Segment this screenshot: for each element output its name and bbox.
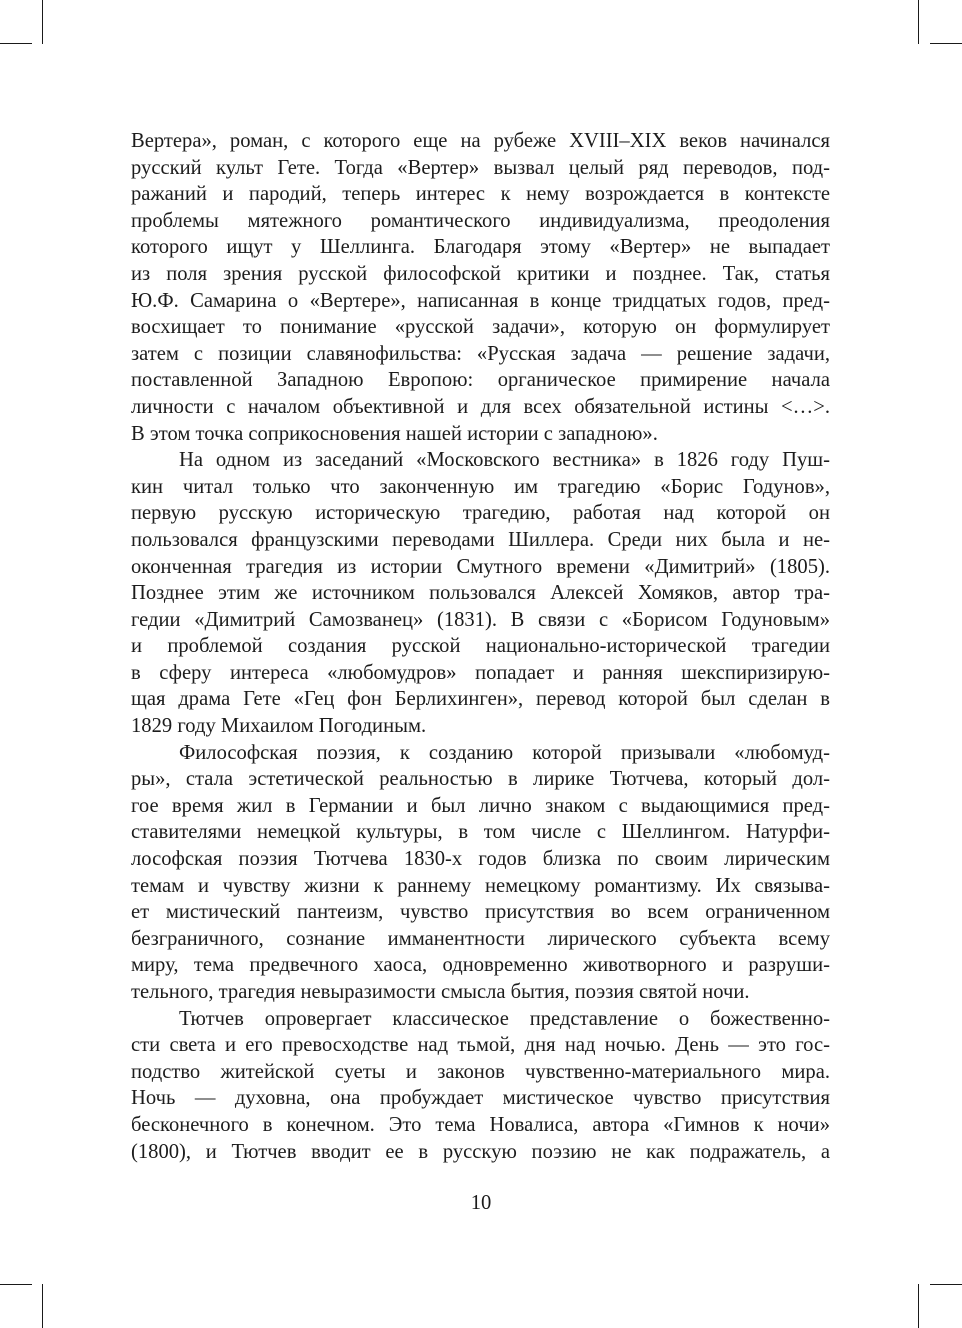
text-line: поставленной Западною Европою: органическое примирение начала	[131, 369, 830, 392]
paragraph	[131, 447, 830, 740]
crop-mark-top-right-vertical	[918, 0, 919, 44]
text-line: ставителями немецкой культуры, в том числе с Шеллингом. Натурфи-	[131, 821, 830, 844]
text-line: проблемы мятежного романтического индивидуализма, преодоления	[131, 209, 830, 232]
crop-mark-top-right-horizontal	[930, 43, 962, 44]
text-line: из поля зрения русской философской критики и позднее. Так, статья	[131, 262, 830, 285]
crop-mark-top-left-horizontal	[0, 43, 32, 44]
crop-mark-bottom-right-horizontal	[930, 1284, 962, 1285]
text-line: пользовался французскими переводами Шиллера. Среди них была и не-	[131, 528, 830, 551]
text-line: личности с началом объективной и для всех обязательной истины <…>.	[131, 395, 830, 418]
text-line: 1829 году Михаилом Погодиным.	[131, 715, 427, 738]
text-line: ет мистический пантеизм, чувство присутствия во всем ограниченном	[131, 901, 830, 924]
text-line: которого ищут у Шеллинга. Благодаря этому «Вертер» не выпадает	[131, 236, 830, 259]
text-line: Философская поэзия, к созданию которой призывали «любомуд-	[179, 741, 830, 764]
text-line: в сферу интереса «любомудров» попадает и ранняя шекспиризирую-	[131, 661, 830, 684]
text-line: восхищает то понимание «русской задачи», которую он формулирует	[131, 316, 830, 339]
text-line: Ю.Ф. Самарина о «Вертере», написанная в конце тридцатых годов, пред-	[131, 289, 830, 312]
text-line: подство житейской суеты и законов чувственно-материального мира.	[131, 1060, 830, 1083]
text-line: На одном из заседаний «Московского вестника» в 1826 году Пуш-	[179, 449, 830, 472]
text-line: первую русскую историческую трагедию, работая над которой он	[131, 502, 830, 525]
text-line: В этом точка соприкосновения нашей истории с западною».	[131, 422, 658, 445]
text-line: тельного, трагедия невыразимости смысла бытия, поэзия святой ночи.	[131, 981, 750, 1003]
crop-mark-bottom-left-vertical	[42, 1284, 43, 1328]
text-line: Позднее этим же источником пользовался Алексей Хомяков, автор тра-	[131, 582, 830, 605]
page-number: 10	[470, 1192, 492, 1214]
text-line: безграничного, сознание имманентности лирического субъекта всему	[131, 927, 830, 950]
text-line: гое время жил в Германии и был лично знаком с выдающимися пред-	[131, 794, 830, 817]
text-line: Вертера», роман, с которого еще на рубеже XVIII–XIX веков начинался	[131, 130, 830, 152]
text-line: миру, тема предвечного хаоса, одновременно животворного и разруши-	[131, 954, 830, 977]
text-line: Тютчев опровергает классическое представление о божественно-	[179, 1007, 830, 1030]
text-line: затем с позиции славянофильства: «Русская задача — решение задачи,	[131, 342, 830, 365]
text-line: Ночь — духовна, она пробуждает мистическое чувство присутствия	[131, 1087, 830, 1110]
paragraph	[131, 128, 830, 447]
text-line: темам и чувству жизни к раннему немецкому романтизму. Их связыва-	[131, 874, 830, 897]
page-body-text	[131, 128, 830, 1165]
crop-mark-bottom-right-vertical	[918, 1284, 919, 1328]
crop-mark-top-left-vertical	[42, 0, 43, 44]
text-line: русский культ Гете. Тогда «Вертер» вызвал целый ряд переводов, под-	[131, 156, 830, 179]
text-line: сти света и его превосходстве над тьмой, дня над ночью. День — это гос-	[131, 1034, 830, 1057]
text-line: бесконечного в конечном. Это тема Новалиса, автора «Гимнов к ночи»	[131, 1113, 830, 1136]
paragraph	[131, 740, 830, 1006]
paragraph	[131, 1006, 830, 1166]
text-line: ражаний и пародий, теперь интерес к нему возрождается в контексте	[131, 183, 830, 206]
text-line: и проблемой создания русской национально-исторической трагедии	[131, 635, 830, 658]
text-line: лософская поэзия Тютчева 1830-х годов близка по своим лирическим	[131, 848, 830, 871]
text-line: гедии «Димитрий Самозванец» (1831). В связи с «Борисом Годуновым»	[131, 608, 830, 631]
text-line: оконченная трагедия из истории Смутного времени «Димитрий» (1805).	[131, 555, 830, 578]
text-line: ры», стала эстетической реальностью в лирике Тютчева, который дол-	[131, 768, 830, 791]
text-line: щая драма Гете «Гец фон Берлихинген», перевод которой был сделан в	[131, 688, 830, 711]
text-line: (1800), и Тютчев вводит ее в русскую поэзию не как подражатель, а	[131, 1140, 830, 1163]
text-line: кин читал только что законченную им трагедию «Борис Годунов»,	[131, 475, 830, 498]
crop-mark-bottom-left-horizontal	[0, 1284, 32, 1285]
